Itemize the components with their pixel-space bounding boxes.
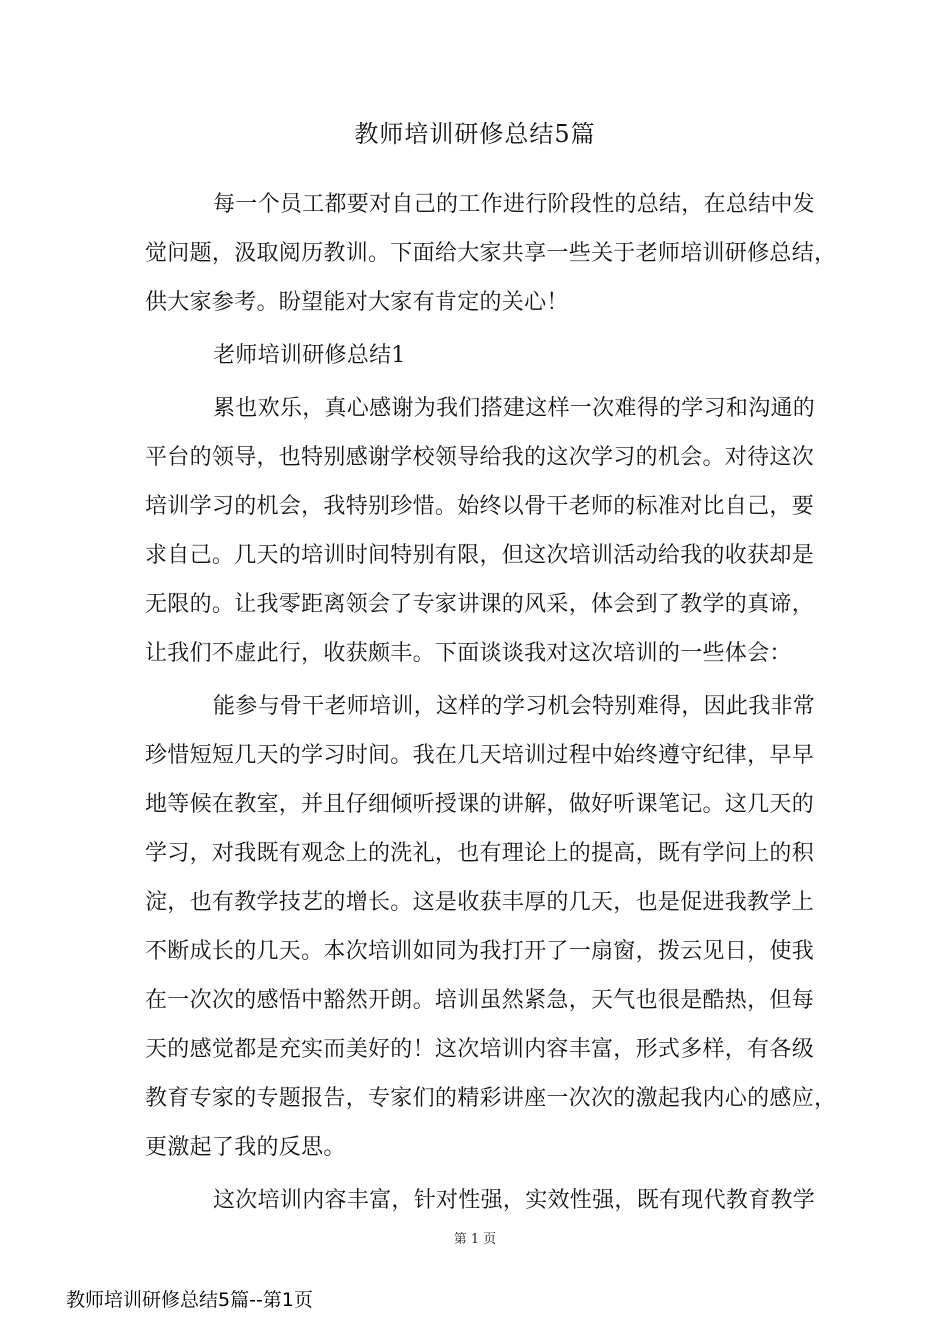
text-line: 教育专家的专题报告，专家们的精彩讲座一次次的激起我内心的感应， xyxy=(145,1086,837,1111)
text-line: 累也欢乐，真心感谢为我们搭建这样一次难得的学习和沟通的 xyxy=(213,396,816,421)
text-line: 让我们不虚此行，收获颇丰。下面谈谈我对这次培训的一些体会： xyxy=(145,641,792,666)
text-line: 珍惜短短几天的学习时间。我在几天培训过程中始终遵守纪律，早早 xyxy=(145,743,815,768)
document-body xyxy=(145,180,837,1225)
text-line: 在一次次的感悟中豁然开朗。培训虽然紧急，天气也很是酷热，但每 xyxy=(145,988,815,1013)
text-line: 培训学习的机会，我特别珍惜。始终以骨干老师的标准对比自己，要 xyxy=(145,494,815,519)
text-line: 淀，也有教学技艺的增长。这是收获丰厚的几天，也是促进我教学上 xyxy=(145,890,815,915)
text-line: 求自己。几天的培训时间特别有限，但这次培训活动给我的收获却是 xyxy=(145,543,815,568)
text-line: 无限的。让我零距离领会了专家讲课的风采，体会到了教学的真谛， xyxy=(145,592,815,617)
section-heading xyxy=(145,331,810,380)
paragraph-gratitude xyxy=(145,384,816,678)
text-line: 这次培训内容丰富，针对性强，实效性强，既有现代教育教学 xyxy=(213,1188,816,1213)
text-line: 供大家参考。盼望能对大家有肯定的关心！ xyxy=(145,290,569,315)
paragraph-content xyxy=(145,1176,816,1225)
text-line: 更激起了我的反思。 xyxy=(145,1135,346,1160)
paragraph-intro xyxy=(145,180,837,327)
text-line: 觉问题，汲取阅历教训。下面给大家共享一些关于老师培训研修总结， xyxy=(145,241,837,266)
document-footer: 教师培训研修总结5篇--第1页 xyxy=(66,1289,313,1311)
text-line: 平台的领导，也特别感谢学校领导给我的这次学习的机会。对待这次 xyxy=(145,445,815,470)
text-line: 学习，对我既有观念上的洗礼，也有理论上的提高，既有学问上的积 xyxy=(145,841,815,866)
section-heading-text: 老师培训研修总结1 xyxy=(213,343,406,368)
text-line: 天的感觉都是充实而美好的！这次培训内容丰富，形式多样，有各级 xyxy=(145,1037,815,1062)
page-number: 第 1 页 xyxy=(453,1232,497,1247)
text-line: 能参与骨干老师培训，这样的学习机会特别难得，因此我非常 xyxy=(213,694,816,719)
text-line: 地等候在教室，并且仔细倾听授课的讲解，做好听课笔记。这几天的 xyxy=(145,792,815,817)
paragraph-experience xyxy=(145,682,837,1172)
document-title: 教师培训研修总结5篇 xyxy=(354,120,596,148)
text-line: 不断成长的几天。本次培训如同为我打开了一扇窗，拨云见日，使我 xyxy=(145,939,815,964)
text-line: 每一个员工都要对自己的工作进行阶段性的总结，在总结中发 xyxy=(213,192,816,217)
